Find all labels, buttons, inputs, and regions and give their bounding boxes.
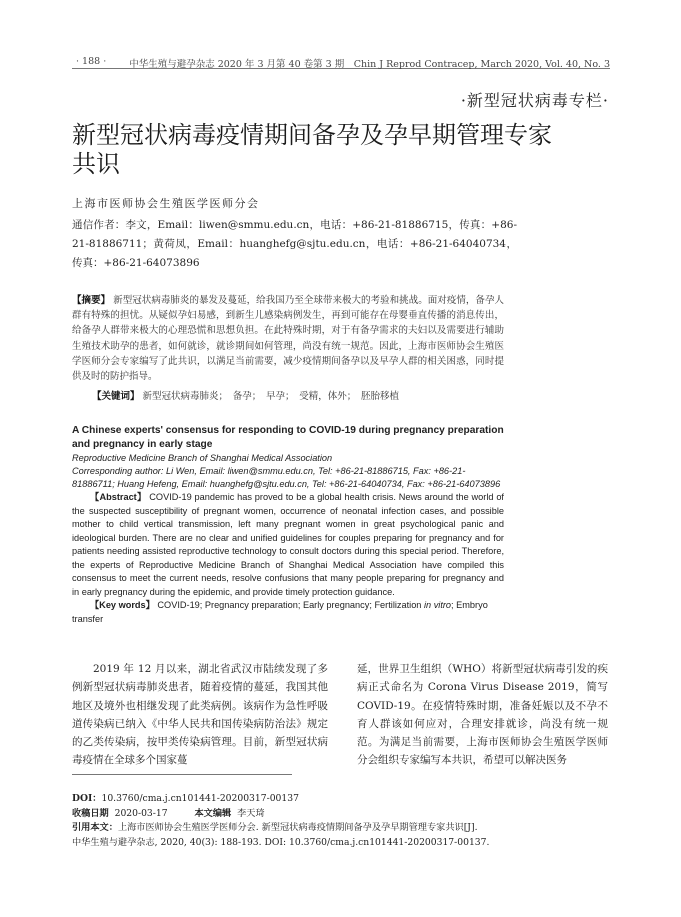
english-keywords: [72, 599, 504, 626]
editor-name: 李天琦: [237, 807, 265, 819]
english-section: [72, 424, 504, 626]
abstract-cn-label: 【摘要】: [72, 295, 111, 306]
keywords-cn: [92, 388, 512, 402]
cite-label: 引用本文：: [72, 822, 118, 833]
column-banner: ·新型冠状病毒专栏·: [460, 91, 609, 110]
abstract-cn: [72, 293, 504, 384]
body-text-left: 2019 年 12 月以来，湖北省武汉市陆续发现了多例新型冠状病毒肺炎患者，随着疫情的蔓延，我国其他地区及境外也相继发现了此类病例。该病作为急性呼吸道传染病已纳入《中华人民共和国传染病防治法》规定的乙类传染病，按甲类传染病管理。目前，新型冠状病毒疫情在全球多个国家蔓: [72, 663, 328, 767]
footer-divider: [72, 774, 292, 775]
english-organization: Reproductive Medicine Branch of Shanghai Medical Association: [72, 453, 333, 463]
received-line: [72, 807, 489, 822]
cite-line-2: 中华生殖与避孕杂志, 2020, 40(3): 188-193. DOI: 10.3760/cma.j.cn101441-20200317-00137.: [72, 836, 490, 848]
footer-notes: [72, 792, 489, 850]
corresponding-authors: 通信作者：李文，Email：liwen@smmu.edu.cn，电话：+86-21-81886715，传真：+86-21-81886711；黄荷凤，Email：huanghefg@sjtu.edu.cn，电话：+86-21-64040734，传真：+86-21-64073896: [72, 219, 517, 269]
cite-text-1: 上海市医师协会生殖医学医师分会. 新型冠状病毒疫情期间备孕及孕早期管理专家共识[J].: [117, 822, 478, 833]
doi-link[interactable]: 10.3760/cma.j.cn101441-20200317-00137: [101, 793, 299, 804]
keywords-cn-text: 新型冠状病毒肺炎； 备孕； 早孕； 受精，体外； 胚胎移植: [142, 391, 400, 402]
received-date: 2020-03-17: [114, 807, 168, 819]
english-abstract-text: COVID-19 pandemic has proved to be a global health crisis. News around the world of the suspected susceptibility of pregnant women, occurrence of neonatal infection cases, and possible mother to child vertical transmission, left many pregnant women in great psychological panic and ideological burden. There are no clear and unified guidelines for couples preparing for pregnancy and for patients needing assisted reproductive technology to consult doctors during this special period. Therefore, the experts of Reproductive Medicine Branch of Shanghai Medical Association have compiled this consensus to meet the current needs, resolve confusions that many people preparing for pregnancy and in early pregnancy during the epidemic, and provide timely protection guidance.: [72, 492, 504, 597]
received-label: 收稿日期: [72, 807, 109, 819]
page-number: · 188 ·: [76, 56, 107, 67]
english-corresponding: Corresponding author: Li Wen, Email: liwen@smmu.edu.cn, Tel: +86-21-81886715, Fax: +86-21-81886711; Huang Hefeng, Email: huanghefg@sjtu.edu.cn, Tel: +86-21-64040734, Fax: +86-21-64073896: [72, 466, 501, 489]
english-abstract-label: 【Abstract】: [90, 492, 147, 502]
english-keywords-main: COVID-19; Pregnancy preparation; Early pregnancy; Fertilization: [157, 600, 424, 610]
editor-label: 本文编辑: [194, 807, 232, 819]
english-keywords-end: ; Embryo transfer: [72, 600, 488, 624]
body-text-right: 延，世界卫生组织（WHO）将新型冠状病毒引发的疾病正式命名为 Corona Virus Disease 2019，简写 COVID-19。在疫情特殊时期，准备妊娠以及不孕不育人群该如何应对，合理安排就诊，尚没有统一规范。为满足当前需要，上海市医师协会生殖医学医师分会组织专家编写本共识，希望可以解决医务: [357, 663, 608, 767]
abstract-cn-text: 新型冠状病毒肺炎的暴发及蔓延，给我国乃至全球带来极大的考验和挑战。面对疫情，备孕人群有特殊的担忧。从疑似孕妇易感，到新生儿感染病例发生，再到可能存在母婴垂直传播的消息传出，给备孕人群带来极大的心理恐慌和思想负担。在此特殊时期，对于有备孕需求的夫妇以及需要进行辅助生殖技术助孕的患者，如何就诊，就诊期间如何管理，尚没有统一规范。因此，上海市医师协会生殖医学医师分会专家编写了此共识，以满足当前需要，减少疫情期间备孕以及早孕人群的相关困惑，同时提供及时的防护指导。: [72, 295, 504, 383]
doi-line: [72, 792, 489, 807]
english-abstract: [72, 491, 504, 599]
running-head: [72, 53, 610, 69]
cite-line: [72, 821, 489, 836]
keywords-cn-label: 【关键词】: [92, 391, 140, 402]
english-title: A Chinese experts' consensus for responding to COVID-19 during pregnancy preparation and pregnancy in early stage: [72, 425, 504, 450]
english-keywords-italic: in vitro: [423, 600, 452, 610]
article-title: 新型冠状病毒疫情期间备孕及孕早期管理专家共识: [72, 121, 552, 178]
journal-citation: 中华生殖与避孕杂志 2020 年 3 月第 40 卷第 3 期 Chin J Reprod Contracep, March 2020, Vol. 40, No. 3: [129, 59, 610, 70]
affiliation: 上海市医师协会生殖医学医师分会: [72, 197, 260, 210]
doi-label: DOI：: [72, 793, 102, 804]
english-keywords-label: 【Key words】: [90, 600, 155, 610]
